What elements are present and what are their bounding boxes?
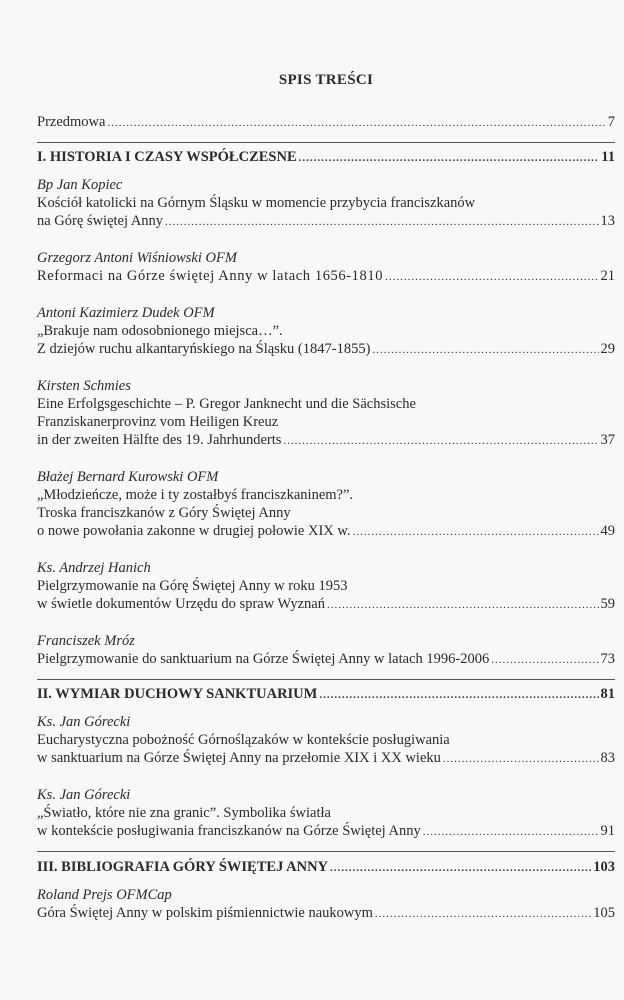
page-number: 105 [593,905,615,921]
leader-dots [330,859,591,877]
toc-entry[interactable] [37,904,615,923]
entry-title-line: w sanktuarium na Górze Świętej Anny na przełomie XIX i XX wieku [37,750,441,766]
entry-title-line: „Brakuje nam odosobnionego miejsca…”. [37,323,283,339]
leader-dots [353,523,599,541]
entry-title-line: Franziskanerprovinz vom Heiligen Kreuz [37,414,279,430]
leader-dots [385,268,598,286]
page-number: 59 [600,596,615,612]
entry-title-line: Troska franciszkanów z Góry Świętej Anny [37,505,291,521]
toc-entry[interactable] [37,595,615,614]
toc-entry-preface[interactable] [37,113,615,132]
page-number: 11 [601,149,615,165]
entry-author: Roland Prejs OFMCap [37,887,172,903]
entry-title-line: Pielgrzymowanie na Górę Świętej Anny w roku 1953 [37,578,348,594]
entry-title: Przedmowa [37,114,106,130]
entry-author: Grzegorz Antoni Wiśniowski OFM [37,250,237,266]
leader-dots [372,341,598,359]
entry-title-line: Góra Świętej Anny w polskim piśmiennictwie naukowym [37,905,373,921]
entry-author: Kirsten Schmies [37,378,131,394]
leader-dots [299,149,600,167]
toc-entry[interactable] [37,267,615,286]
entry-title-line: na Górę świętej Anny [37,213,164,229]
page-number: 83 [600,750,615,766]
page-number: 37 [600,432,615,448]
page-number: 103 [593,859,615,875]
page-number: 49 [600,523,615,539]
divider [37,851,615,852]
section-heading-1[interactable] [37,148,615,167]
entry-title-line: Eucharystyczna pobożność Górnoślązaków w kontekście posługiwania [37,732,450,748]
entry-author: Bp Jan Kopiec [37,177,123,193]
leader-dots [319,686,598,704]
entry-title-line: o nowe powołania zakonne w drugiej połowie XIX w. [37,523,351,539]
leader-dots [165,213,598,231]
divider [37,679,615,680]
toc-entry[interactable] [37,431,615,450]
section-title: III. BIBLIOGRAFIA GÓRY ŚWIĘTEJ ANNY [37,859,329,875]
section-title: I. HISTORIA I CZASY WSPÓŁCZESNE [37,149,297,165]
leader-dots [375,905,591,923]
entry-author: Ks. Jan Górecki [37,787,131,803]
page-number: 21 [600,268,615,284]
section-title: II. WYMIAR DUCHOWY SANKTUARIUM [37,686,318,702]
toc-entry[interactable] [37,212,615,231]
entry-title-line: w świetle dokumentów Urzędu do spraw Wyznań [37,596,325,612]
page-number: 29 [600,341,615,357]
page-number: 7 [607,114,615,130]
entry-title-line: Z dziejów ruchu alkantaryńskiego na Śląsku (1847-1855) [37,341,371,357]
entry-title-line: Pielgrzymowanie do sanktuarium na Górze Świętej Anny w latach 1996-2006 [37,651,490,667]
entry-title-line: w kontekście posługiwania franciszkanów na Górze Świętej Anny [37,823,421,839]
entry-title-line: in der zweiten Hälfte des 19. Jahrhunderts [37,432,282,448]
page-number: 81 [600,686,615,702]
entry-title-line: Eine Erfolgsgeschichte – P. Gregor Janknecht und die Sächsische [37,396,416,412]
leader-dots [283,432,598,450]
entry-author: Franciszek Mróz [37,633,135,649]
entry-title-line: „Światło, które nie zna granic”. Symbolika światła [37,805,331,821]
entry-author: Antoni Kazimierz Dudek OFM [37,305,215,321]
entry-author: Ks. Jan Górecki [37,714,131,730]
page-number: 13 [600,213,615,229]
entry-title-line: Reformaci na Górze świętej Anny w latach 1656-1810 [37,268,384,284]
toc-entry[interactable] [37,340,615,359]
leader-dots [443,750,599,768]
toc-entry[interactable] [37,522,615,541]
leader-dots [107,114,605,132]
toc-entry[interactable] [37,749,615,768]
entry-author: Ks. Andrzej Hanich [37,560,151,576]
toc-entry[interactable] [37,650,615,669]
page-number: 91 [600,823,615,839]
leader-dots [423,823,599,841]
page-title: SPIS TREŚCI [278,72,374,88]
entry-title-line: „Młodzieńcze, może i ty zostałbyś franciszkaninem?”. [37,487,354,503]
divider [37,142,615,143]
entry-title-line: Kościół katolicki na Górnym Śląsku w momencie przybycia franciszkanów [37,195,476,211]
section-heading-2[interactable] [37,685,615,704]
section-heading-3[interactable] [37,858,615,877]
toc-entry[interactable] [37,822,615,841]
entry-author: Błażej Bernard Kurowski OFM [37,469,219,485]
leader-dots [491,651,598,669]
page-number: 73 [600,651,615,667]
leader-dots [327,596,599,614]
